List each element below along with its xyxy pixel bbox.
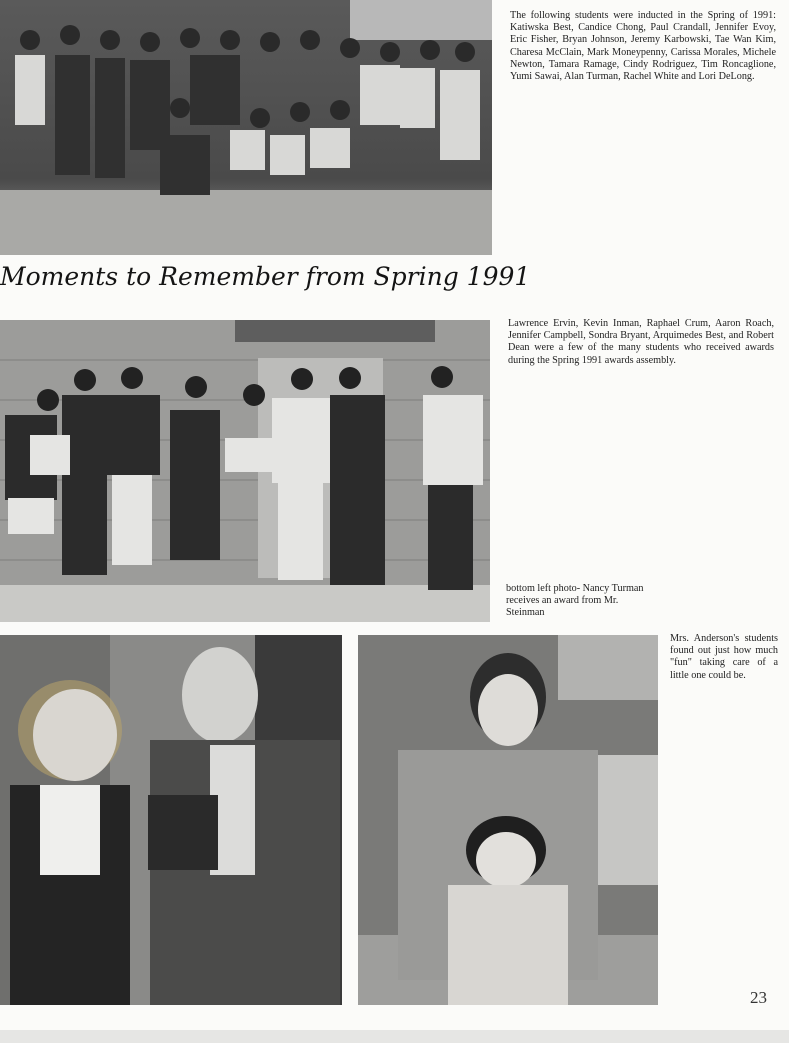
award-handshake-photo [0,635,342,1005]
page-bottom-edge [0,1030,789,1043]
page-number: 23 [750,988,767,1007]
caption-awards: Lawrence Ervin, Kevin Inman, Raphael Crum, Aaron Roach, Jennifer Campbell, Sondra Bryant, Arquimedes Best, and Robert Dean were a few of the many students who received awards during the Spring 1991 awards assembly. [508,318,774,366]
caption-inductees: The following students were inducted in the Spring of 1991: Katiwska Best, Candice Chong, Paul Crandall, Jennifer Evoy, Eric Fisher, Bryan Johnson, Jeremy Karbowski, Tae Wan Kim, Charesa McClain, Mark Moneypenny, Carissa Morales, Michele Newton, Tamara Ramage, Cindy Rodriguez, Tim Roncaglione, Yumi Sawai, Alan Turman, Rachel White and Lori DeLong. [510,10,776,83]
page-headline: Moments to Remember from Spring 1991 [0,262,531,291]
group-photo-inductees [0,0,492,255]
caption-anderson: Mrs. Anderson's students found out just how much "fun" taking care of a little one could be. [670,633,778,681]
doll-photo [358,635,658,1005]
caption-nancy-turman: bottom left photo- Nancy Turman receives an award from Mr. Steinman [506,583,644,619]
awards-photo [0,320,490,622]
